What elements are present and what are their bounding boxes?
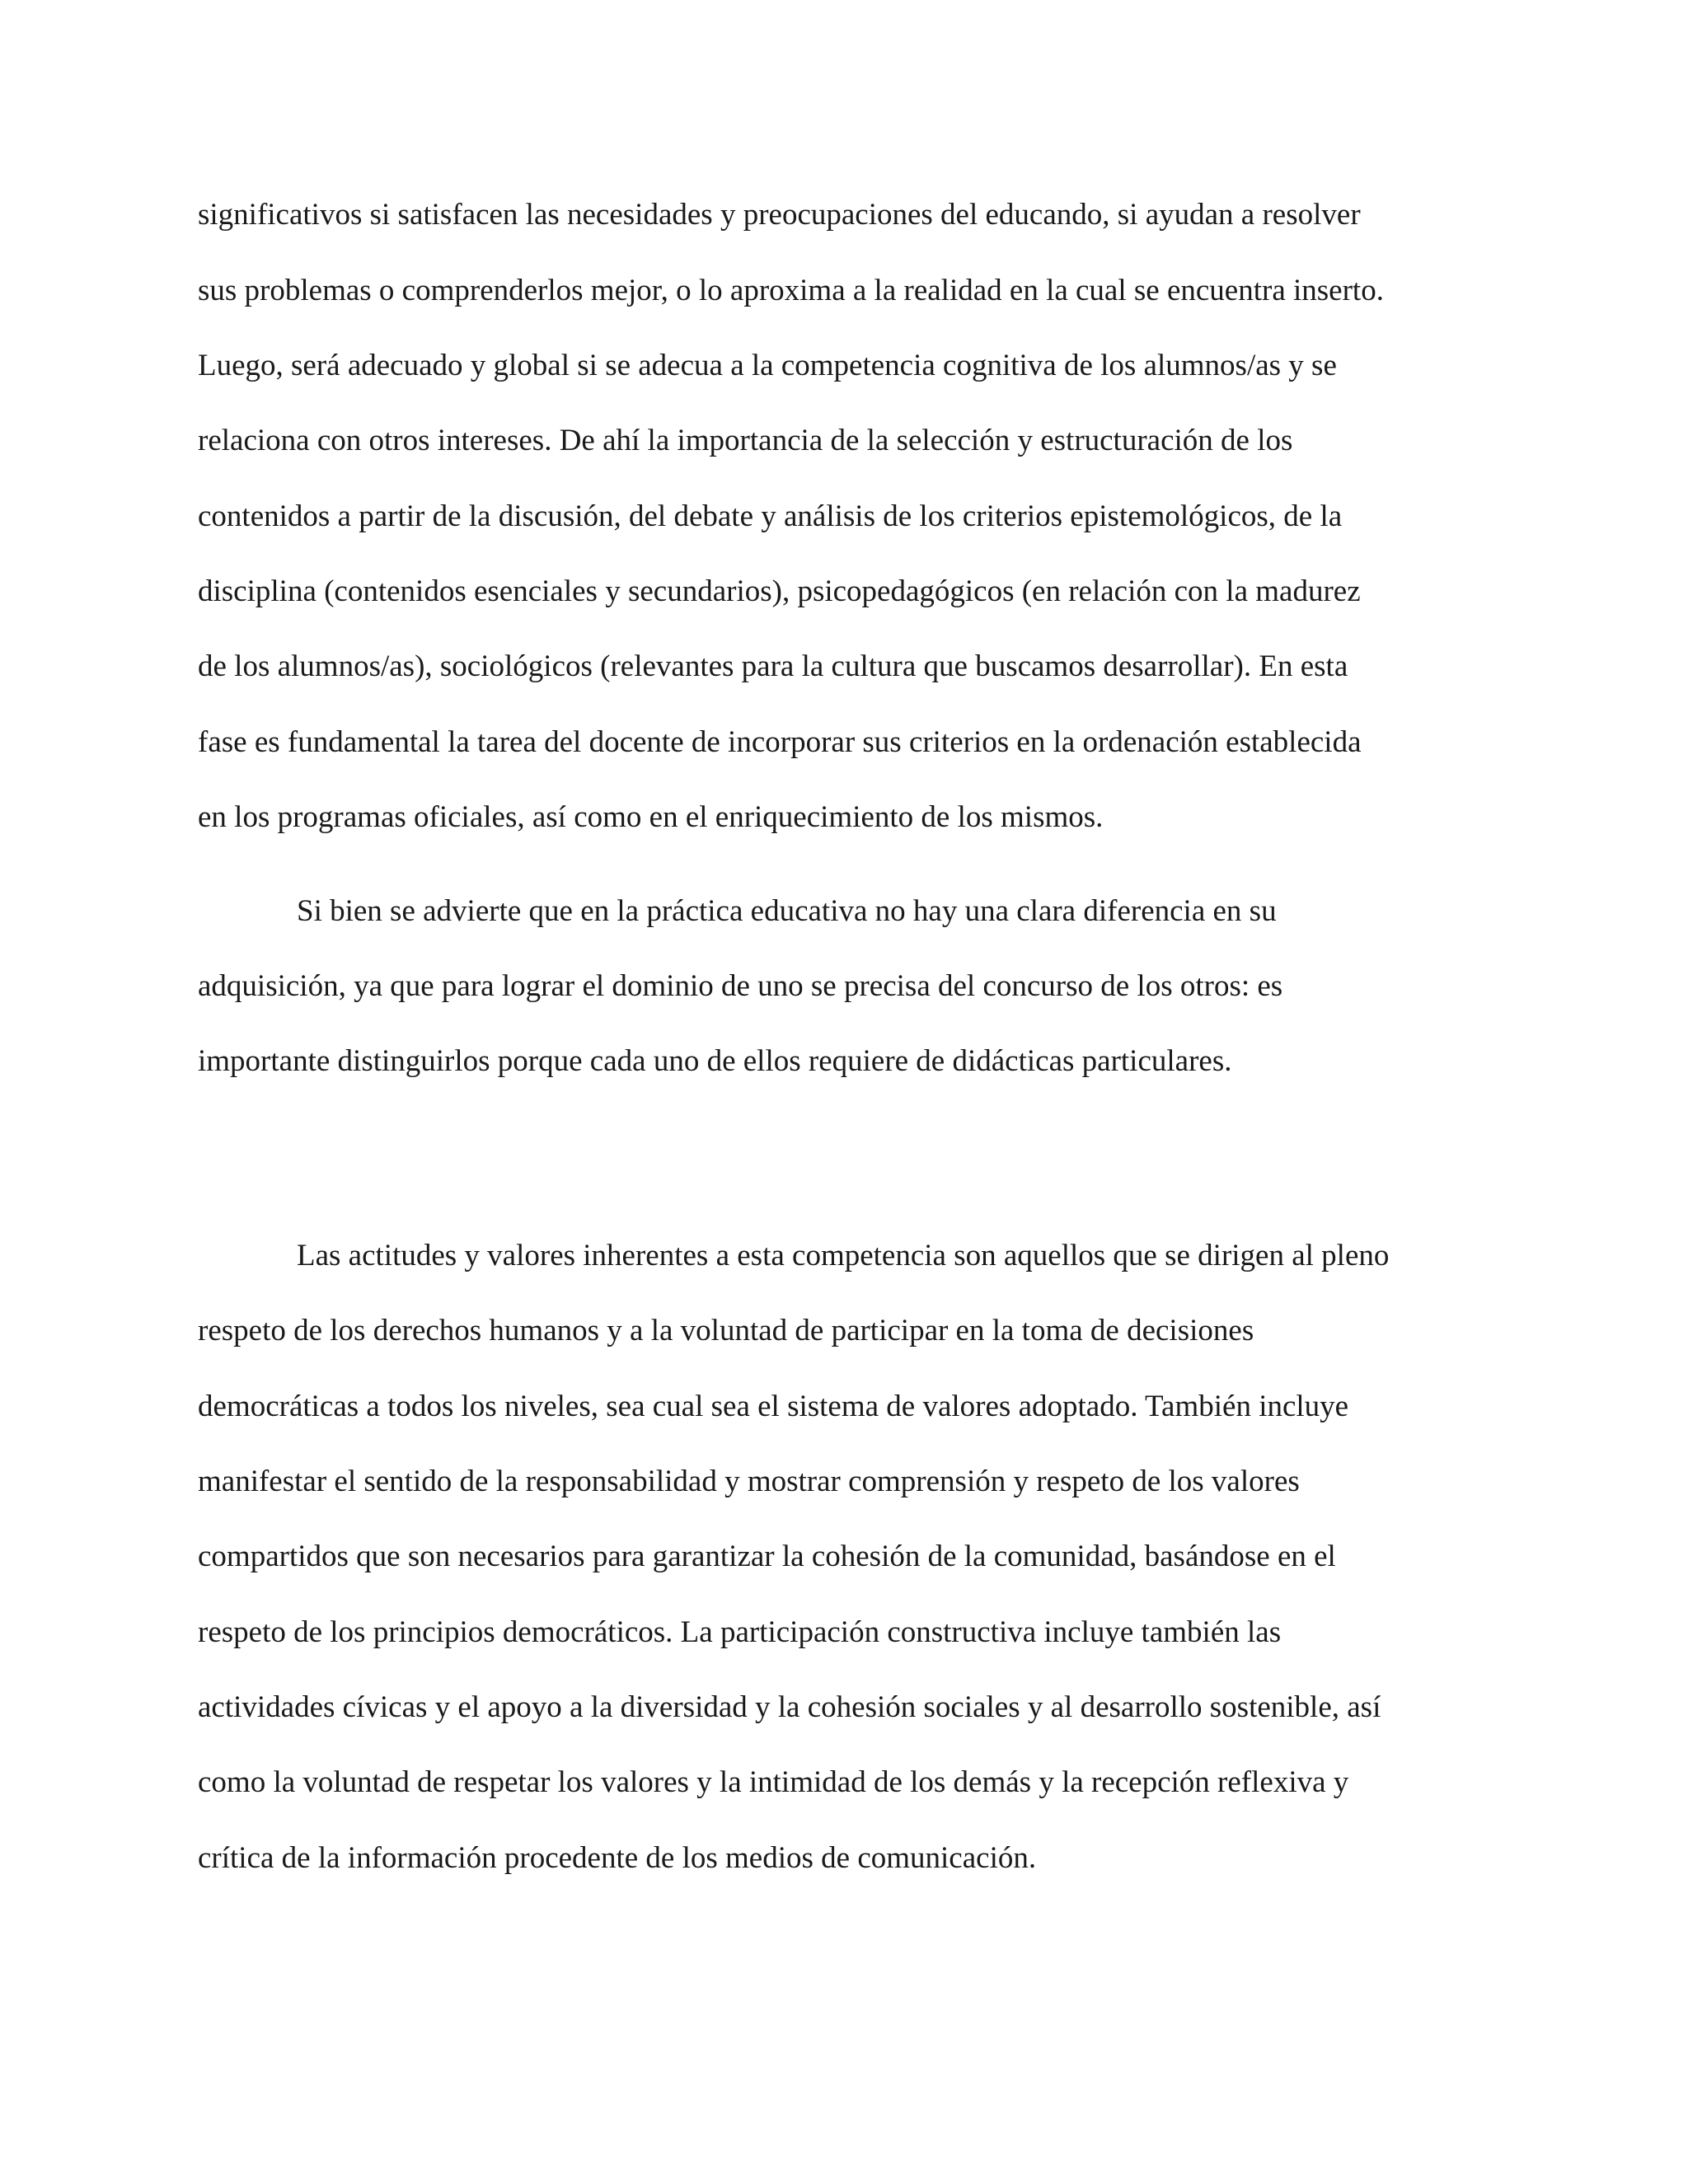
paragraph-3-line-1: Las actitudes y valores inherentes a esta competencia son aquellos que se dirigen al pleno [297, 1239, 1390, 1272]
paragraph-1-line-6: disciplina (contenidos esenciales y secundarios), psicopedagógicos (en relación con la madurez [198, 574, 1361, 608]
paragraph-2-line-2: adquisición, ya que para lograr el dominio de uno se precisa del concurso de los otros: es [198, 969, 1283, 1003]
paragraph-1-line-3: Luego, será adecuado y global si se adecua a la competencia cognitiva de los alumnos/as y se [198, 349, 1337, 382]
paragraph-3-line-7: actividades cívicas y el apoyo a la diversidad y la cohesión sociales y al desarrollo sostenible, así [198, 1690, 1381, 1724]
paragraph-1-line-1: significativos si satisfacen las necesidades y preocupaciones del educando, si ayudan a resolver [198, 198, 1361, 232]
paragraph-3-line-5: compartidos que son necesarios para garantizar la cohesión de la comunidad, basándose en el [198, 1540, 1336, 1573]
paragraph-2-line-1: Si bien se advierte que en la práctica educativa no hay una clara diferencia en su [297, 894, 1277, 928]
paragraph-1-line-8: fase es fundamental la tarea del docente de incorporar sus criterios en la ordenación establecida [198, 725, 1362, 759]
paragraph-1-line-4: relaciona con otros intereses. De ahí la importancia de la selección y estructuración de los [198, 424, 1293, 457]
paragraph-3-line-4: manifestar el sentido de la responsabilidad y mostrar comprensión y respeto de los valores [198, 1465, 1300, 1498]
paragraph-3-line-8: como la voluntad de respetar los valores y la intimidad de los demás y la recepción reflexiva y [198, 1765, 1349, 1799]
paragraph-3-line-9: crítica de la información procedente de los medios de comunicación. [198, 1841, 1037, 1875]
paragraph-3-line-3: democráticas a todos los niveles, sea cual sea el sistema de valores adoptado. También incluye [198, 1390, 1349, 1423]
paragraph-1-line-9: en los programas oficiales, así como en el enriquecimiento de los mismos. [198, 800, 1104, 834]
paragraph-1-line-5: contenidos a partir de la discusión, del debate y análisis de los criterios epistemológicos, de la [198, 499, 1343, 533]
paragraph-3-line-6: respeto de los principios democráticos. La participación constructiva incluye también las [198, 1615, 1282, 1649]
paragraph-3-line-2: respeto de los derechos humanos y a la voluntad de participar en la toma de decisiones [198, 1314, 1254, 1347]
paragraph-2-line-3: importante distinguirlos porque cada uno de ellos requiere de didácticas particulares. [198, 1044, 1232, 1078]
paragraph-1-line-7: de los alumnos/as), sociológicos (relevantes para la cultura que buscamos desarrollar). En esta [198, 649, 1348, 683]
paragraph-1-line-2: sus problemas o comprenderlos mejor, o lo aproxima a la realidad en la cual se encuentra inserto. [198, 274, 1384, 307]
